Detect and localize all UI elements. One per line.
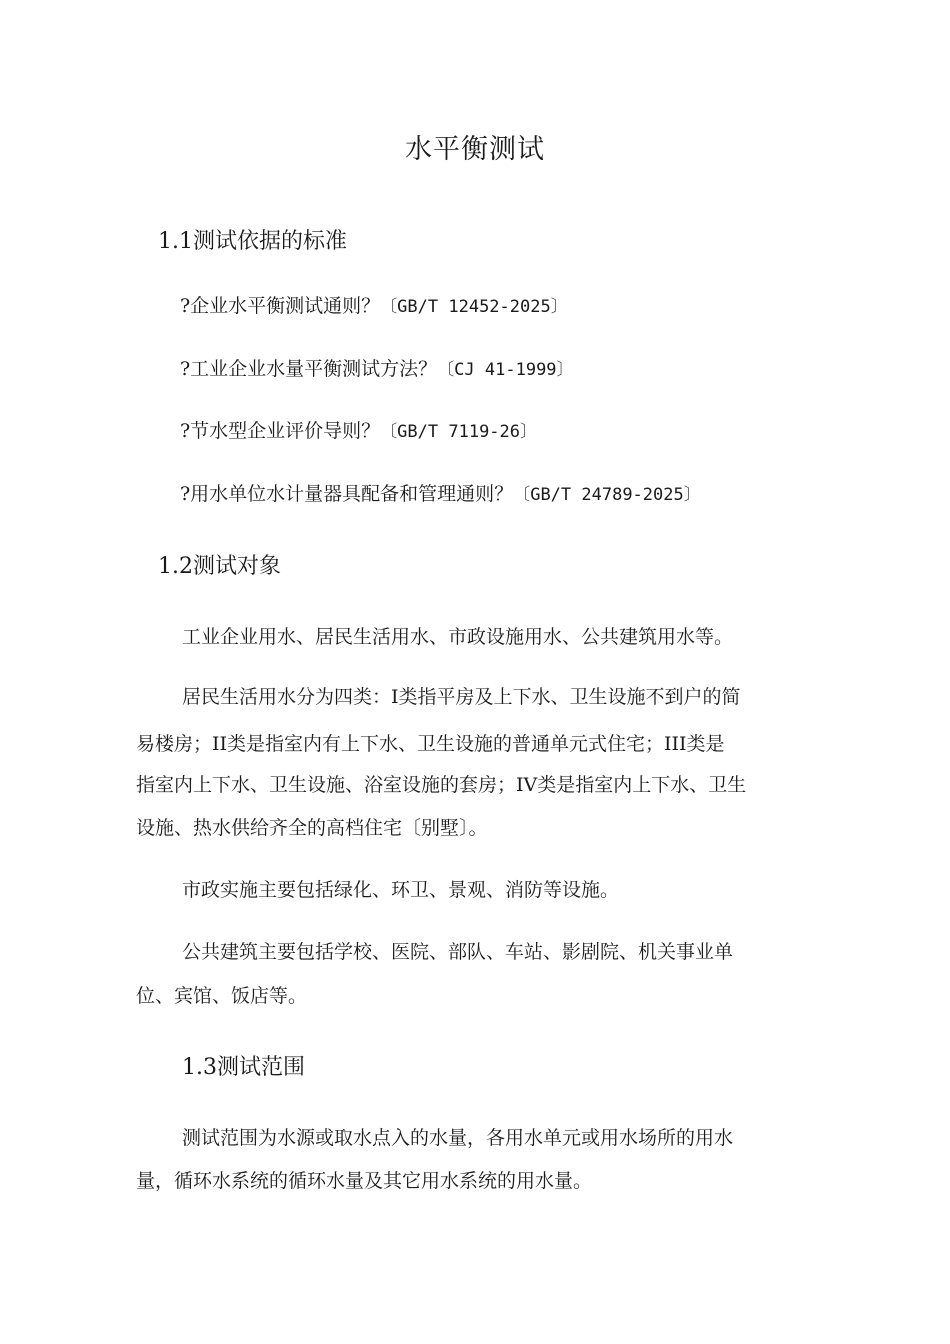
paragraph-municipal: 市政实施主要包括绿化、环卫、景观、消防等设施。	[182, 879, 620, 901]
section-heading-1-3: 1.3测试范围	[182, 1055, 305, 1080]
paragraph-line: 居民生活用水分为四类：I类指平房及上下水、卫生设施不到户的简	[182, 686, 741, 708]
standard-title: ?工业企业水量平衡测试方法？	[180, 358, 438, 380]
paragraph-line: 指室内上下水、卫生设施、浴室设施的套房；IV类是指室内上下水、卫生	[136, 774, 747, 796]
standard-title: ?用水单位水计量器具配备和管理通则？	[180, 483, 514, 505]
standard-title: ?企业水平衡测试通则？	[180, 295, 381, 317]
section-heading-1-2: 1.2测试对象	[158, 554, 281, 579]
standard-code: 〔CJ 41-1999〕	[437, 360, 574, 380]
standard-item	[180, 481, 701, 509]
standard-item	[180, 293, 568, 321]
standard-item	[180, 356, 574, 384]
paragraph-line: 位、宾馆、饭店等。	[136, 985, 308, 1007]
standard-code: 〔GB/T 7119-26〕	[380, 422, 538, 442]
document-title: 水平衡测试	[405, 134, 545, 165]
standard-code: 〔GB/T 12452-2025〕	[380, 297, 568, 317]
paragraph-line: 测试范围为水源或取水点入的水量，各用水单元或用水场所的用水	[182, 1127, 734, 1149]
paragraph-objects: 工业企业用水、居民生活用水、市政设施用水、公共建筑用水等。	[182, 626, 734, 648]
paragraph-line: 量，循环水系统的循环水量及其它用水系统的用水量。	[136, 1170, 593, 1192]
section-heading-1-1: 1.1测试依据的标准	[158, 229, 347, 254]
paragraph-line: 易楼房；II类是指室内有上下水、卫生设施的普通单元式住宅；III类是	[136, 733, 725, 755]
standard-item	[180, 418, 537, 446]
standard-title: ?节水型企业评价导则？	[180, 420, 381, 442]
standard-code: 〔GB/T 24789-2025〕	[513, 485, 701, 505]
paragraph-line: 设施、热水供给齐全的高档住宅〔别墅〕。	[136, 817, 488, 839]
paragraph-line: 公共建筑主要包括学校、医院、部队、车站、影剧院、机关事业单	[182, 941, 734, 963]
